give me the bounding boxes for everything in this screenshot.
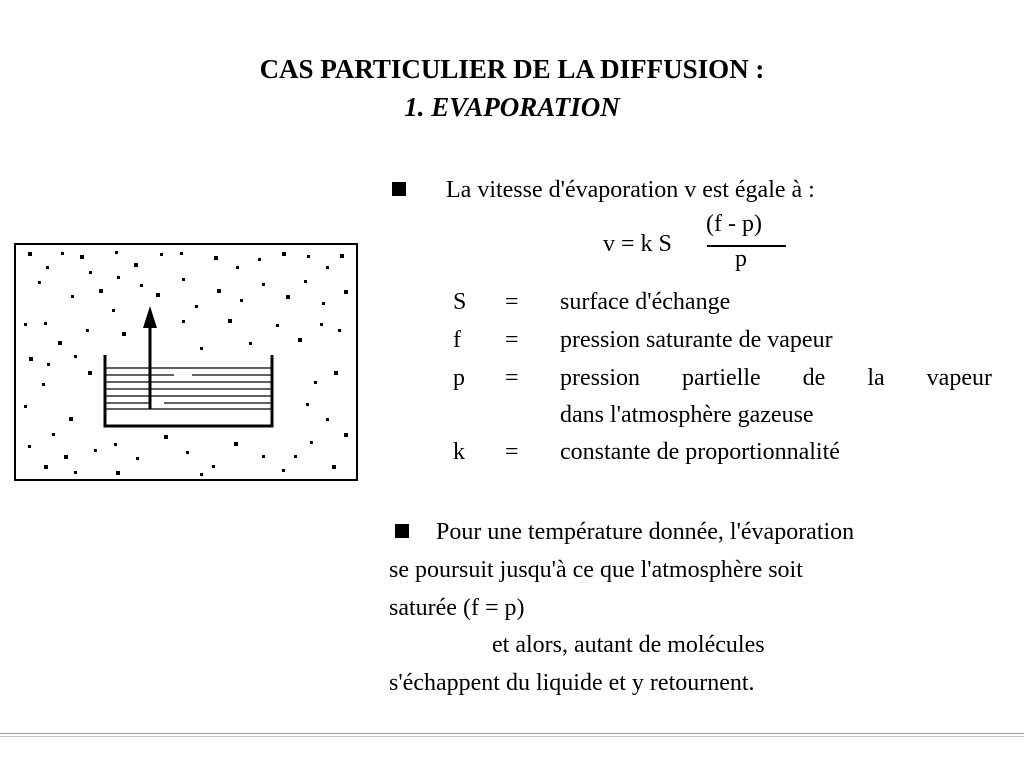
molecule-dot bbox=[326, 266, 329, 269]
footer-divider bbox=[0, 733, 1024, 734]
molecule-dot bbox=[340, 254, 344, 258]
definition-word: la bbox=[867, 365, 885, 391]
molecule-dot bbox=[74, 471, 77, 474]
definition-equals: = bbox=[505, 365, 519, 391]
definition-row-p bbox=[0, 364, 1024, 434]
definition-equals: = bbox=[505, 289, 519, 315]
molecule-dot bbox=[117, 276, 120, 279]
molecule-dot bbox=[61, 252, 64, 255]
paragraph-line: se poursuit jusqu'à ce que l'atmosphère soit bbox=[389, 557, 803, 583]
molecule-dot bbox=[282, 252, 286, 256]
definition-text: pression saturante de vapeur bbox=[560, 327, 833, 353]
molecule-dot bbox=[214, 256, 218, 260]
molecule-dot bbox=[134, 263, 138, 267]
definition-continuation: dans l'atmosphère gazeuse bbox=[560, 402, 814, 428]
square-bullet-icon bbox=[395, 524, 409, 538]
formula-lhs: v = k S bbox=[603, 231, 672, 257]
molecule-dot bbox=[160, 253, 163, 256]
definition-equals: = bbox=[505, 439, 519, 465]
slide-title bbox=[0, 50, 1024, 126]
molecule-dot bbox=[89, 271, 92, 274]
molecule-dot bbox=[140, 284, 143, 287]
molecule-dot bbox=[236, 266, 239, 269]
molecule-dot bbox=[28, 252, 32, 256]
definition-symbol: p bbox=[453, 365, 465, 391]
definition-row-f bbox=[0, 326, 1024, 356]
definition-row-k bbox=[0, 438, 1024, 468]
molecule-dot bbox=[304, 280, 307, 283]
paragraph-line: saturée (f = p) bbox=[389, 595, 525, 621]
molecule-dot bbox=[262, 283, 265, 286]
molecule-dot bbox=[282, 469, 285, 472]
title-line-2: 1. EVAPORATION bbox=[404, 92, 620, 122]
footer-divider bbox=[0, 736, 1024, 737]
definition-row-S bbox=[0, 288, 1024, 318]
molecule-dot bbox=[182, 278, 185, 281]
paragraph-line: Pour une température donnée, l'évaporation bbox=[436, 519, 855, 545]
definition-word: partielle bbox=[682, 365, 761, 391]
definition-symbol: f bbox=[453, 327, 461, 353]
molecule-dot bbox=[228, 319, 232, 323]
molecule-dot bbox=[182, 320, 185, 323]
molecule-dot bbox=[80, 255, 84, 259]
molecule-dot bbox=[115, 251, 118, 254]
definition-equals: = bbox=[505, 327, 519, 353]
evaporation-rate-intro: La vitesse d'évaporation v est égale à : bbox=[446, 177, 815, 203]
definition-text: constante de proportionnalité bbox=[560, 439, 840, 465]
definition-text-justified bbox=[560, 364, 992, 392]
definition-word: vapeur bbox=[926, 365, 992, 391]
definition-symbol: S bbox=[453, 289, 467, 315]
molecule-dot bbox=[307, 255, 310, 258]
molecule-dot bbox=[200, 473, 203, 476]
formula-numerator: (f - p) bbox=[706, 211, 762, 237]
square-bullet-icon bbox=[392, 182, 406, 196]
paragraph-line: et alors, autant de molécules bbox=[492, 632, 765, 658]
molecule-dot bbox=[258, 258, 261, 261]
title-line-1: CAS PARTICULIER DE LA DIFFUSION : bbox=[259, 54, 765, 84]
molecule-dot bbox=[180, 252, 183, 255]
definition-word: de bbox=[802, 365, 826, 391]
molecule-dot bbox=[116, 471, 120, 475]
formula-denominator: p bbox=[735, 246, 747, 272]
paragraph-line: s'échappent du liquide et y retournent. bbox=[389, 670, 755, 696]
molecule-dot bbox=[29, 357, 33, 361]
definition-symbol: k bbox=[453, 439, 465, 465]
molecule-dot bbox=[44, 322, 47, 325]
molecule-dot bbox=[38, 281, 41, 284]
molecule-dot bbox=[46, 266, 49, 269]
definition-text: surface d'échange bbox=[560, 289, 731, 315]
definition-word: pression bbox=[560, 365, 640, 391]
